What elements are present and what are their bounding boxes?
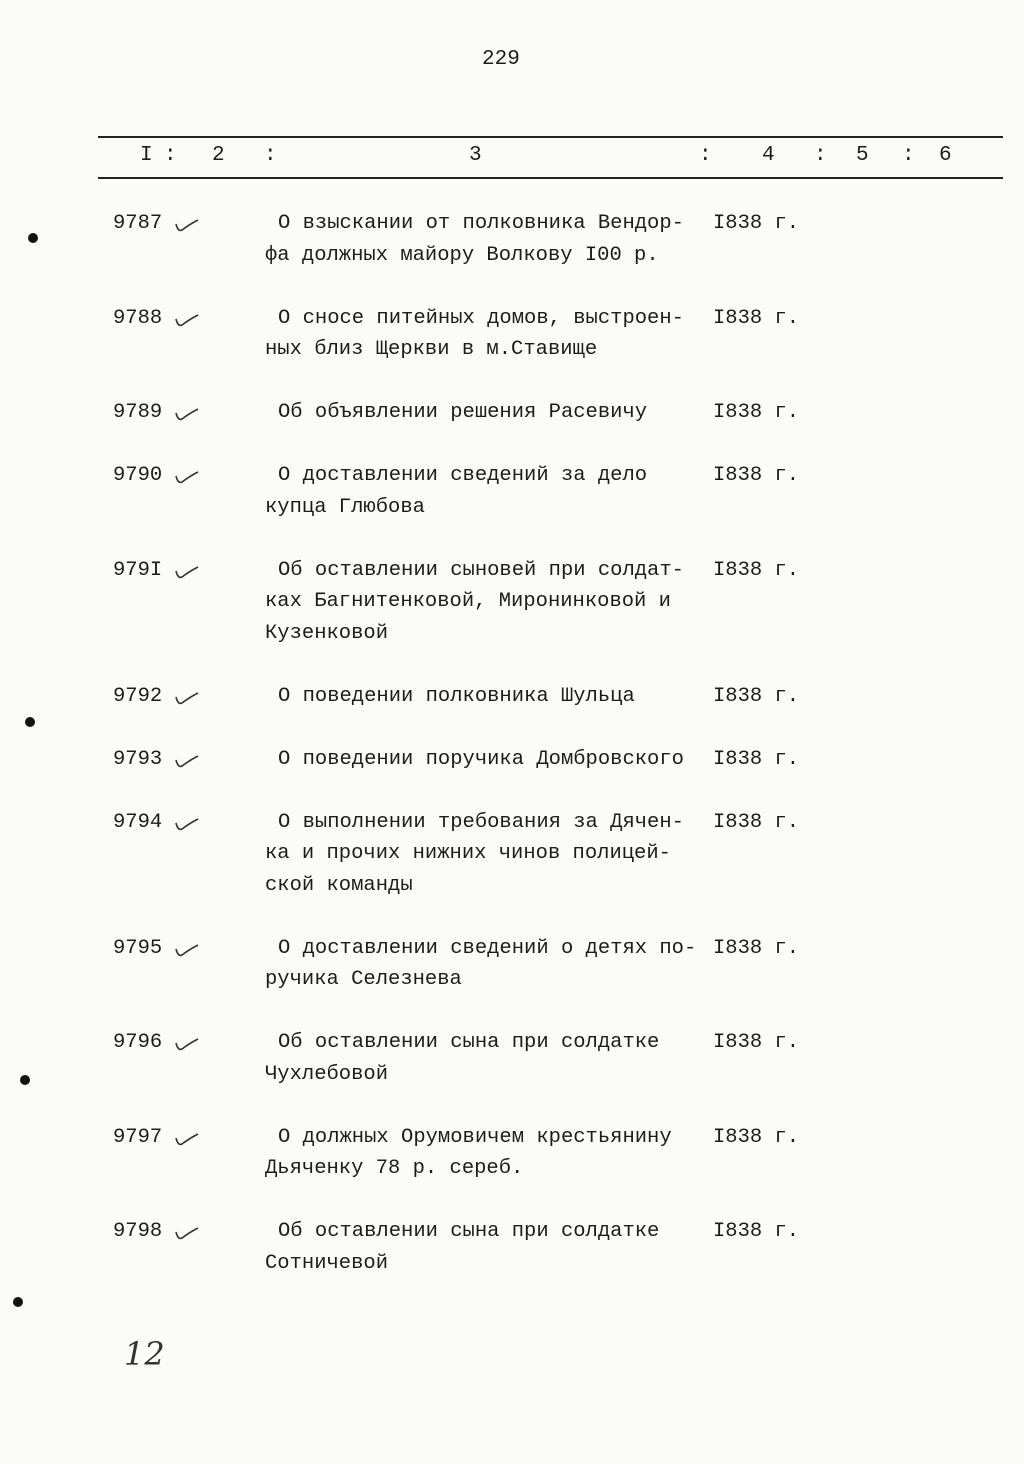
checkmark-icon [168,685,204,709]
entry-line: О доставлении сведений о детях по- [278,936,697,960]
entry-year: I838 г. [713,558,800,582]
entry-number: 9788 [113,306,163,330]
handwritten-note: 12 [124,1335,165,1373]
entry-number: 9797 [113,1125,163,1149]
col-6: 6 [939,144,952,167]
entry-title [265,681,715,713]
checkmark-icon [168,1126,204,1150]
entry-year: I838 г. [713,747,800,771]
list-item [0,208,1024,271]
col-sep: : [699,144,712,167]
punch-hole [13,1297,23,1307]
col-sep: : [164,144,177,167]
col-5: 5 [856,144,869,167]
col-sep: : [902,144,915,167]
checkmark-icon [168,401,204,425]
checkmark-icon [168,937,204,961]
entry-line: Кузенковой [265,621,389,645]
entry-year: I838 г. [713,306,800,330]
checkmark-icon [168,1220,204,1244]
entry-line: О поведении поручика Домбровского [278,747,684,771]
entry-number: 9792 [113,684,163,708]
checkmark-icon [168,811,204,835]
entry-number: 9795 [113,936,163,960]
entry-line: О должных Орумовичем крестьянину [278,1125,672,1149]
entry-line: ской команды [265,873,413,897]
entry-line: Сотничевой [265,1251,389,1275]
list-item [0,681,1024,713]
entry-line: ка и прочих нижних чинов полицей- [265,842,671,865]
list-item [0,460,1024,523]
entry-title [265,397,715,429]
entry-title [265,555,715,650]
entry-list [0,208,1024,1311]
list-item [0,303,1024,366]
entry-year: I838 г. [713,810,800,834]
entry-title [265,933,715,996]
entry-line: О поведении полковника Шульца [278,684,635,708]
list-item [0,1216,1024,1279]
list-item [0,933,1024,996]
entry-line: ках Багнитенковой, Миронинковой и [265,590,671,613]
entry-title [265,1216,715,1279]
list-item [0,1122,1024,1185]
entry-line: Чухлебовой [265,1062,389,1086]
entry-title [265,807,715,902]
page-number: 229 [482,48,520,71]
entry-title [265,303,715,366]
checkmark-icon [168,748,204,772]
entry-year: I838 г. [713,684,800,708]
entry-year: I838 г. [713,1031,800,1054]
entry-number: 9798 [113,1220,163,1243]
list-item [0,555,1024,650]
checkmark-icon [168,464,204,488]
entry-number: 9789 [113,401,163,424]
entry-line: ручика Селезнева [265,968,462,991]
entry-number: 9794 [113,810,163,834]
entry-title [265,1027,715,1090]
entry-line: Дьяченку 78 р. сереб. [265,1157,524,1180]
checkmark-icon [168,307,204,331]
entry-title [265,460,715,523]
punch-hole [25,717,35,727]
header-bottom-rule [98,177,1003,179]
entry-year: I838 г. [713,936,800,960]
entry-title [265,1122,715,1185]
col-1: I [140,144,153,167]
checkmark-icon [168,559,204,583]
entry-line: Об оставлении сына при солдатке [278,1220,660,1243]
checkmark-icon [168,212,204,236]
col-3: 3 [469,144,482,167]
entry-title [265,208,715,271]
punch-hole [20,1075,30,1085]
checkmark-icon [168,1031,204,1055]
entry-title [265,744,715,776]
entry-number: 979I [113,558,163,582]
entry-year: I838 г. [713,401,800,424]
col-2: 2 [212,144,225,167]
entry-number: 9796 [113,1031,163,1054]
entry-line: ных близ Щеркви в м.Ставище [265,338,598,361]
punch-hole [28,233,38,243]
entry-line: Об оставлении сына при солдатке [278,1031,660,1054]
entry-line: Об объявлении решения Расевичу [278,401,648,424]
entry-number: 9787 [113,212,163,235]
entry-number: 9790 [113,464,163,487]
list-item [0,397,1024,429]
entry-number: 9793 [113,747,163,771]
entry-line: О сносе питейных домов, выстроен- [278,306,684,330]
entry-year: I838 г. [713,464,800,487]
entry-year: I838 г. [713,1125,800,1149]
entry-year: I838 г. [713,1220,800,1243]
entry-year: I838 г. [713,212,800,235]
entry-line: О доставлении сведений за дело [278,464,648,487]
entry-line: фа должных майору Волкову I00 р. [265,243,659,267]
list-item [0,807,1024,902]
list-item [0,744,1024,776]
col-4: 4 [762,144,775,167]
entry-line: купца Глюбова [265,495,425,519]
entry-line: О выполнении требования за Дячен- [278,810,684,834]
col-sep: : [264,144,277,167]
list-item [0,1027,1024,1090]
col-sep: : [814,144,827,167]
entry-line: Об оставлении сыновей при солдат- [278,558,684,582]
entry-line: О взыскании от полковника Вендор- [278,212,684,235]
header-top-rule [98,136,1003,138]
